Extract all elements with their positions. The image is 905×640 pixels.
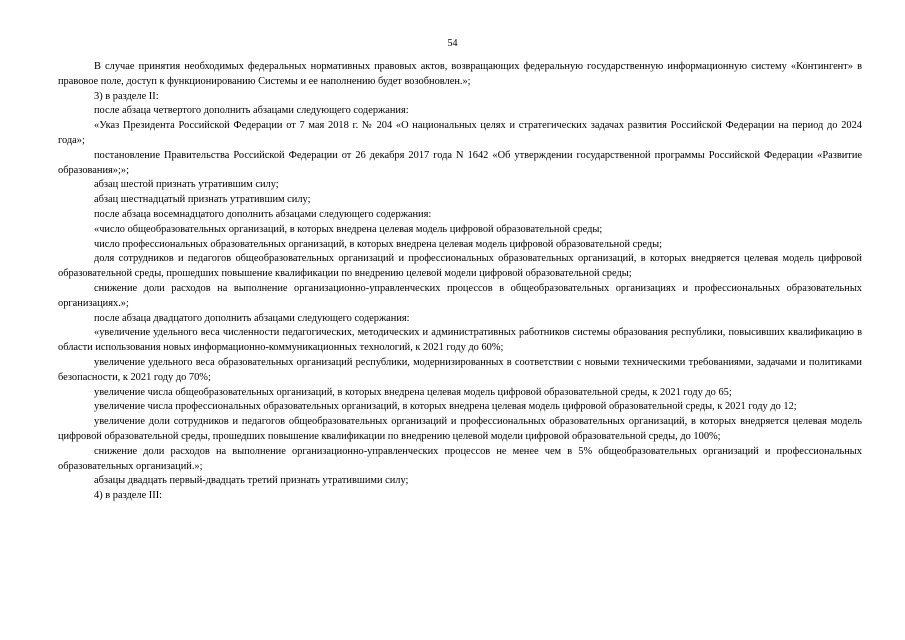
paragraph: снижение доли расходов на выполнение организационно-управленческих процессов не менее чем в 5% общеобразовательных организаций и профессиональных образовательных организаций.»;	[58, 445, 862, 472]
paragraph: абзац шестнадцатый признать утратившим силу;	[94, 194, 311, 206]
paragraph: «число общеобразовательных организаций, в которых внедрена целевая модель цифровой образовательной среды;	[94, 223, 603, 235]
paragraph: «увеличение удельного веса численности педагогических, методических и административных работников системы образования республики, повысивших квалификацию в области использования новых информационно-коммуникационных технологий, к 2021 году до 60%;	[58, 327, 862, 354]
paragraph: абзац шестой признать утратившим силу;	[94, 179, 279, 191]
paragraph: 3) в разделе II:	[94, 90, 159, 102]
paragraph: снижение доли расходов на выполнение организационно-управленческих процессов в общеобразовательных организациях и профессиональных образовательных организациях.»;	[58, 282, 862, 309]
paragraph: после абзаца двадцатого дополнить абзацами следующего содержания:	[94, 312, 410, 324]
paragraph: В случае принятия необходимых федеральных нормативных правовых актов, возвращающих федеральную государственную информационную систему «Контингент» в правовое поле, доступ к функционированию Системы и ее наполнению будет возобновлен.»;	[58, 61, 862, 87]
paragraph: доля сотрудников и педагогов общеобразовательных организаций и профессиональных образовательных организаций, в которых внедряется целевая модель цифровой образовательной среды, прошедших повышение квалификации по внедрению целевой модели цифровой образовательной среды;	[58, 253, 862, 280]
paragraph: число профессиональных образовательных организаций, в которых внедрена целевая модель цифровой образовательной среды;	[94, 238, 663, 250]
paragraph: 4) в разделе III:	[94, 490, 163, 502]
paragraph: увеличение числа профессиональных образовательных организаций, в которых внедрена целевая модель цифровой образовательной среды, к 2021 году до 12;	[94, 401, 797, 413]
paragraph: увеличение удельного веса образовательных организаций республики, модернизированных в соответствии с новыми техническими требованиями, задачами и политиками безопасности, к 2021 году до 70%;	[58, 356, 862, 383]
paragraph: после абзаца восемнадцатого дополнить абзацами следующего содержания:	[94, 208, 432, 220]
paragraph: абзацы двадцать первый-двадцать третий признать утратившими силу;	[94, 475, 409, 487]
paragraph: увеличение числа общеобразовательных организаций, в которых внедрена целевая модель цифровой образовательной среды, к 2021 году до 65;	[94, 386, 732, 398]
paragraph: увеличение доли сотрудников и педагогов общеобразовательных организаций и профессиональных образовательных организаций, в которых внедряется целевая модель цифровой образовательной среды, прошедших повышение квалификации по внедрению целевой модели цифровой образовательной среды, до 100%;	[58, 416, 862, 442]
document-body	[58, 60, 862, 504]
paragraph: после абзаца четвертого дополнить абзацами следующего содержания:	[94, 105, 409, 117]
paragraph: «Указ Президента Российской Федерации от 7 мая 2018 г. № 204 «О национальных целях и стратегических задачах развития Российской Федерации на период до 2024 года»;	[58, 120, 862, 146]
page-number: 54	[447, 38, 458, 49]
paragraph: постановление Правительства Российской Федерации от 26 декабря 2017 года N 1642 «Об утверждении государственной программы Российской Федерации «Развитие образования»;»;	[58, 149, 862, 176]
